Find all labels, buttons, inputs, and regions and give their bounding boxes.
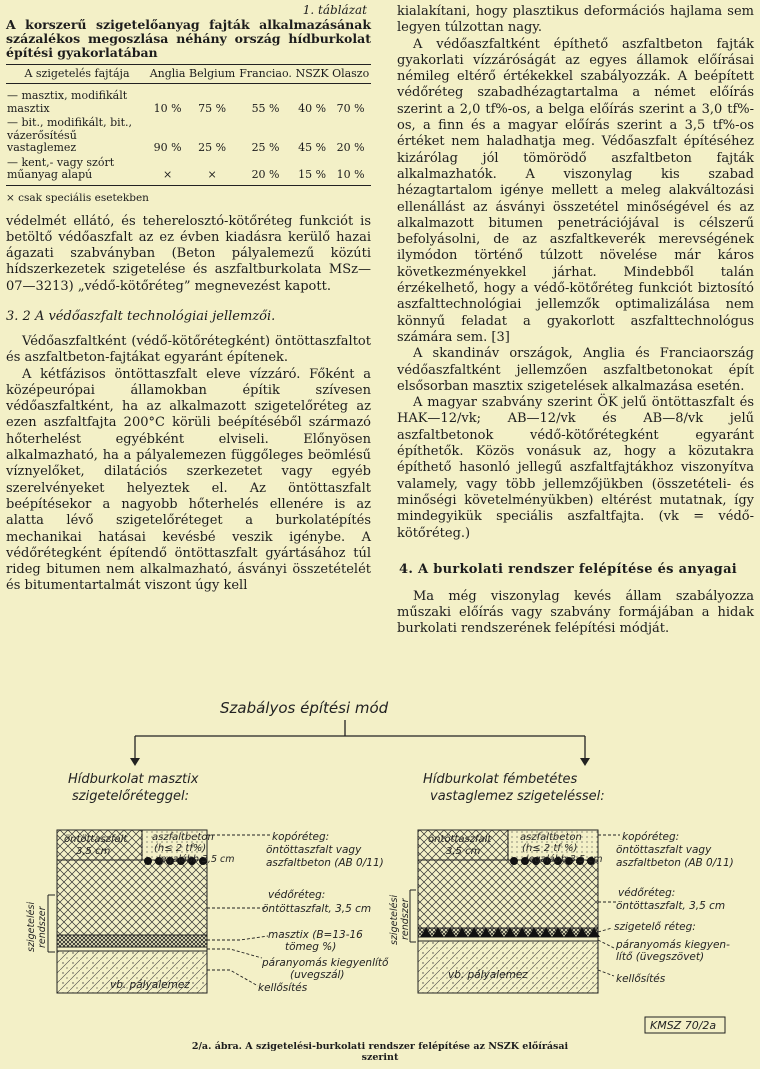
- left-kopo-label: kopóréteg:: [272, 831, 330, 843]
- table-header: NSZK: [294, 65, 330, 84]
- layer-diagram-figure: [0, 690, 760, 1069]
- table-row: [6, 115, 371, 155]
- table-header: Olaszo: [330, 65, 371, 84]
- left-masztix-label-2: tömeg %): [285, 941, 337, 953]
- right-paran-layer: [418, 937, 598, 941]
- paragraph: A kétfázisos öntöttaszfalt eleve vízzáró. Főként a középeurópai államokban építik szívesen védőaszfaltként, ha az alkalmazott szigetelőréteg az ezen aszfaltfajta 200°C körüli beépítéséből származó hőterhelést egyébként elviseli. Előnyösen alkalmazható, ha a pályalemezen függőleges beömlésű víznyelőket, dilatációs szerkezetet vagy egyéb szerelvényeket helyeztek el. Az öntöttaszfalt beépítésekor a nagyobb hőterhelés ellenére is az alatta lévő szigetelőréteget a burkolatépítés mechanikai hatásai kevésbé veszik igénybe. A védőrétegként építendő öntöttaszfalt gyártásához túl rideg bitumen nem alkalmazható, ásványi összetételét és bitumentartalmát viszont úgy kell: [6, 366, 371, 594]
- left-ontott-label: öntöttaszfalt: [64, 834, 128, 845]
- left-sz-label-2: rendszer: [37, 906, 48, 948]
- left-asz-label: aszfaltbeton: [152, 832, 214, 843]
- left-paran-layer: [57, 947, 207, 951]
- figure-caption: [0, 1041, 760, 1063]
- left-ontott-label-2: 3,5 cm: [76, 846, 111, 857]
- stamp-label: KMSZ 70/2a: [650, 1019, 717, 1032]
- table-title: A korszerű szigetelőanyag fajták alkalmazásának százalékos megoszlása néhány ország hídburkolat építési gyakorlatában: [6, 17, 371, 60]
- table-header: Belgium: [187, 65, 237, 84]
- insulation-table: [6, 64, 371, 186]
- left-masztix-label: masztix (B=13-16: [268, 929, 363, 941]
- table-header-row: [6, 65, 371, 84]
- table-cell: — kent,- vagy szórt műanyag alapú: [7, 155, 115, 181]
- left-diagram-title-2: szigetelőréteggel:: [72, 789, 190, 804]
- left-kell-label: kellősítés: [258, 982, 308, 994]
- left-vedo-layer: [57, 860, 207, 935]
- right-szig-label: szigetelő réteg:: [614, 921, 696, 933]
- table-header: Anglia: [148, 65, 187, 84]
- table-note: × csak speciális esetekben: [6, 191, 149, 204]
- left-asz-label-3: legalább 3,5 cm: [158, 854, 235, 865]
- table-cell: 75 %: [198, 101, 227, 115]
- table-cell: — bit., modifikált, bit., vázerősítésű vastaglemez: [7, 116, 133, 154]
- right-ontott-label: öntöttaszfalt: [428, 834, 492, 845]
- left-paran-label-2: (uvegszál): [290, 969, 345, 981]
- paragraph: A skandináv országok, Anglia és Franciaország védőaszfaltként jellemzően aszfaltbetonokat épít elsősorban masztix szigetelések alkalmazása esetén.: [397, 346, 754, 394]
- table-cell: 90 %: [153, 141, 182, 154]
- bitumen-dot: [510, 857, 518, 865]
- caption-line-2: szerint: [361, 1052, 399, 1063]
- right-sz-label: szigetelési: [389, 894, 400, 945]
- right-column: [397, 4, 754, 638]
- section-heading: 3. 2 A védőaszfalt technológiai jellemzői.: [6, 308, 276, 324]
- left-diagram-title-1: Hídburkolat masztix: [68, 772, 199, 787]
- arrow-right-icon: [580, 758, 590, 766]
- figure-top-title: Szabályos építési mód: [220, 699, 389, 717]
- table-row: [6, 84, 371, 116]
- paragraph: A védőaszfaltként építhető aszfaltbeton fajták gyakorlati vízzáróságát az egyes államok előírásai némileg eltérő értékekkel szabályozzák. A beépített védőréteg szabadhézagtartalma a német előírás szerint a 2,0 tf%-os, a belga előírás szerint a 3,0 tf%-os, a finn és a magyar előírás szerint a 3,5 tf%-os értéket nem haladhatja meg. Védőaszfalt építéséhez kizárólag jól tömörödő aszfaltbeton fajták alkalmazhatók. A viszonylag kis szabad hézagtartalom igénye mellett a meleg alakváltozási ellenállást az ásványi összetétel minőségével és az alkalmazott bitumen penetrációjával is célszerű befolyásolni, de az aszfaltkeverék merevségének ilymódon történő túlzott növelése már káros következményekkel járhat. Mindebből talán érzékelhető, hogy a védő-kötőréteg funkciót biztosító aszfalttechnológiai jellemzők optimalizálása nem könnyű feladat a gyakorlott aszfalttechnológus számára sem. [3]: [397, 36, 754, 345]
- right-vedo-label: védőréteg:: [618, 887, 676, 899]
- table-cell: — masztix, modifikált masztix: [7, 89, 128, 115]
- left-vb-label: vb. pályalemez: [110, 979, 190, 991]
- right-vedo-layer: [418, 860, 598, 928]
- left-column: [6, 4, 371, 595]
- left-asz-label-2: (h≤ 2 tf%): [154, 843, 207, 854]
- right-asz-label-2: (h≤ 2 tf %): [522, 843, 578, 854]
- table-cell: 10 %: [153, 101, 182, 115]
- table-cell: 45 %: [298, 141, 327, 154]
- paragraph: A magyar szabvány szerint ÖK jelű öntöttaszfalt és HAK—12/vk; AB—12/vk és AB—8/vk jelű aszfaltbetonok védő-kötőrétegként egyaránt építhetők. Közös vonásuk az, hogy a közutakra építhető hasonló jellegű aszfaltfajtákhoz viszonyítva valamely, vagy több jellemzőjükben (összetételi- és minőségi követelményükben) eltérést mutatnak, így mindegyikük speciális aszfaltfajta. (vk = védő-kötőréteg.): [397, 395, 754, 541]
- right-asz-label-3: legalább 3,5 cm: [526, 854, 603, 865]
- right-vedo-label-2: öntöttaszfalt, 3,5 cm: [616, 900, 726, 912]
- paragraph: Védőaszfaltként (védő-kötőrétegként) öntöttaszfaltot és aszfaltbeton-fajtákat egyaránt építenek.: [6, 333, 371, 366]
- section-heading: 4. A burkolati rendszer felépítése és anyagai: [399, 561, 738, 577]
- table-cell: ×: [162, 168, 173, 181]
- left-vedo-label: védőréteg:: [268, 889, 326, 901]
- table-cell: 25 %: [251, 141, 280, 154]
- paragraph: védelmét ellátó, és teherelosztó-kötőréteg funkciót is betöltő védőaszfalt az ez évben kiadásra kerülő hazai ágazati szabványban (Beton pályalemezű közúti hídszerkezetek szigetelése és aszfaltburkolata MSz—07—3213) „védő-kötőréteg” megnevezést kapott.: [6, 213, 371, 294]
- left-masztix-layer: [57, 935, 207, 947]
- caption-line-1: 2/a. ábra. A szigetelési-burkolati rendszer felépítése az NSZK előírásai: [191, 1041, 569, 1052]
- table-cell: 55 %: [251, 101, 280, 115]
- left-sz-label: szigetelési: [26, 901, 37, 952]
- table-cell: 70 %: [336, 101, 365, 115]
- right-kopo-label-3: aszfaltbeton (AB 0/11): [616, 857, 734, 869]
- table-header: Franciao.: [237, 65, 294, 84]
- right-ontott-label-2: 3,5 cm: [446, 846, 481, 857]
- table-cell: 15 %: [298, 168, 327, 181]
- table-cell: 10 %: [336, 168, 365, 181]
- right-kell-label: kellősítés: [616, 973, 666, 985]
- table-header: A szigetelés fajtája: [6, 65, 148, 84]
- paragraph: kialakítani, hogy plasztikus deformációs hajlama sem legyen túlzottan nagy.: [397, 4, 754, 36]
- right-paran-label-2: lítő (üvegszövet): [616, 951, 705, 963]
- right-diagram-title-1: Hídburkolat fémbetétes: [423, 772, 578, 787]
- left-vedo-label-2: öntöttaszfalt, 3,5 cm: [262, 903, 372, 915]
- table-cell: 20 %: [336, 141, 365, 154]
- right-kopo-label-2: öntöttaszfalt vagy: [616, 844, 712, 856]
- right-vb-layer: [418, 941, 598, 993]
- left-paran-label: páranyomás kiegyenlítő: [262, 957, 389, 969]
- arrow-left-icon: [130, 758, 140, 766]
- right-paran-label: páranyomás kiegyen-: [616, 939, 730, 951]
- table-cell: 25 %: [198, 141, 227, 154]
- left-kopo-label-3: aszfaltbeton (AB 0/11): [266, 857, 384, 869]
- table-cell: ×: [207, 168, 217, 181]
- left-kopo-label-2: öntöttaszfalt vagy: [266, 844, 362, 856]
- table-number: 1. táblázat: [302, 3, 367, 17]
- right-asz-label: aszfaltbeton: [520, 832, 582, 843]
- table-row: [6, 155, 371, 186]
- right-kopo-label: kopóréteg:: [622, 831, 680, 843]
- bitumen-dot: [144, 857, 152, 865]
- paragraph: Ma még viszonylag kevés állam szabályozza műszaki előírás vagy szabvány formájában a hidak burkolati rendszerének felépítési módját.: [397, 588, 754, 637]
- table-cell: 40 %: [298, 101, 327, 115]
- right-sz-label-2: rendszer: [400, 898, 411, 940]
- right-vb-label: vb. pályalemez: [448, 969, 528, 981]
- right-diagram-title-2: vastaglemez szigeteléssel:: [430, 789, 605, 804]
- table-cell: 20 %: [251, 168, 280, 181]
